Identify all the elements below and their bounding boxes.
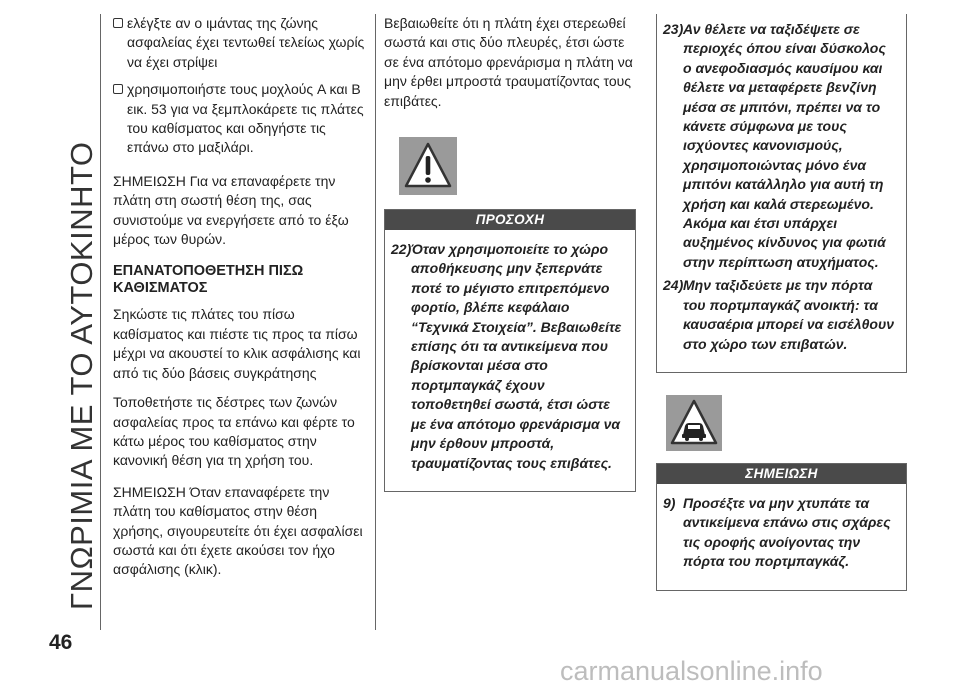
section-heading: ΕΠΑΝΑΤΟΠΟΘΕΤΗΣΗ ΠΙΣΩ ΚΑΘΙΣΜΑΤΟΣ (113, 263, 304, 297)
column-divider-middle (375, 14, 376, 630)
checkbox-bullet-icon (113, 18, 123, 28)
item-number: 9) (663, 494, 676, 511)
warning-triangle-icon (399, 137, 457, 195)
item-text: Όταν χρησιμοποιείτε το χώρο αποθήκευσης μην ξεπερνάτε ποτέ το μέγιστο επιτρεπόμενο φορτίο, βλέπε κεφάλαιο “Τεχνικά Στοιχεία”. Βεβαιωθείτε επίσης ότι τα αντικείμενα που βρίσκονται μέσα στο πορτμπαγκάζ έχουν τοποθετηθεί σωστά, έτσι ώστε με ένα απότομο φρενάρισμα να μην έρθουν μπροστά, τραυματίζοντας τους επιβάτες. (411, 241, 622, 471)
page-number: 46 (49, 631, 73, 654)
column-3 (656, 14, 907, 591)
column-1 (113, 14, 366, 590)
bullet-text: χρησιμοποιήστε τους μοχλούς A και B εικ. 53 για να ξεμπλοκάρετε τις πλάτες του καθίσματος και οδηγήστε τις επάνω στο μαξιλάρι. (127, 81, 364, 156)
warning-label: ΠΡΟΣΟΧΗ (385, 210, 635, 230)
bullet-text: ελέγξτε αν ο ιμάντας της ζώνης ασφαλείας έχει τεντωθεί τελείως χωρίς να έχει στρίψει (127, 15, 365, 70)
note-item (663, 494, 896, 572)
bullet-item (113, 14, 366, 72)
warning-box-continued (656, 14, 907, 373)
warning-box (384, 209, 636, 492)
checkbox-bullet-icon (113, 84, 123, 94)
bullet-item (113, 80, 366, 158)
watermark-text: carmanualsonline.info (560, 656, 823, 686)
instruction-paragraph: Βεβαιωθείτε ότι η πλάτη έχει στερεωθεί σωστά και στις δύο πλευρές, έτσι ώστε σε ένα απότομο φρενάρισμα η πλάτη να μην έρθει μπροστά τραυματίζοντας τους επιβάτες. (384, 15, 633, 109)
item-text: Αν θέλετε να ταξιδέψετε σε περιοχές όπου είναι δύσκολος ο ανεφοδιασμός καυσίμου και θέλετε να μεταφέρετε βενζίνη μέσα σε μπιτόνι, πρέπει να το κάνετε σύμφωνα με τους ισχύοντες κανονισμούς, χρησιμοποιώντας μόνο ένα μπιτόνι κατάλληλο για αυτή τη χρήση και καλά στερεωμένο. Ακόμα και έτσι υπάρχει αυξημένος κίνδυνος για φωτιά στην περίπτωση ατυχήματος. (683, 21, 886, 270)
vehicle-note-icon (666, 395, 722, 451)
item-text: Προσέξτε να μην χτυπάτε τα αντικείμενα επάνω στις σχάρες τις οροφής ανοίγοντας την πόρτα του πορτμπαγκάζ. (683, 494, 891, 570)
note-label: ΣΗΜΕΙΩΣΗ (657, 464, 906, 484)
warning-item (663, 276, 896, 354)
instruction-paragraph: Σηκώστε τις πλάτες του πίσω καθίσματος και πιέστε τις προς τα πίσω μέχρι να ακουστεί το κλικ ασφάλισης και από τις δύο βάσεις συγκράτησης (113, 306, 361, 381)
instruction-paragraph: Τοποθετήστε τις δέστρες των ζωνών ασφαλείας προς τα επάνω και φέρτε το κάτω μέρος του καθίσματος στην κανονική θέση για τη χρήση του. (113, 394, 355, 469)
chapter-sidebar (18, 10, 99, 630)
warning-item (663, 20, 896, 272)
item-text: Μην ταξιδεύετε με την πόρτα του πορτμπαγκάζ ανοικτή: τα καυσαέρια μπορεί να εισέλθουν στο χώρο των επιβατών. (683, 277, 895, 352)
chapter-title: ΓΝΩΡΙΜΙΑ ΜΕ ΤΟ ΑΥΤΟΚΙΝΗΤΟ (64, 141, 99, 610)
column-divider-left (100, 14, 101, 630)
note-paragraph: ΣΗΜΕΙΩΣΗ Όταν επαναφέρετε την πλάτη του καθίσματος στην θέση χρήσης, σιγουρευτείτε ότι έχει ασφαλίσει σωστά και ότι έχετε ακούσει τον ήχο ασφάλισης (κλικ). (113, 483, 363, 578)
item-number: 22) (391, 241, 412, 258)
warning-item (391, 240, 625, 473)
column-2 (384, 14, 636, 492)
item-number: 23) (663, 21, 684, 37)
item-number: 24) (663, 277, 684, 294)
note-box (656, 463, 907, 591)
note-paragraph: ΣΗΜΕΙΩΣΗ Για να επαναφέρετε την πλάτη στη σωστή θέση της, σας συνιστούμε να ενεργήσετε από το έξω μέρος των θυρών. (113, 172, 349, 248)
